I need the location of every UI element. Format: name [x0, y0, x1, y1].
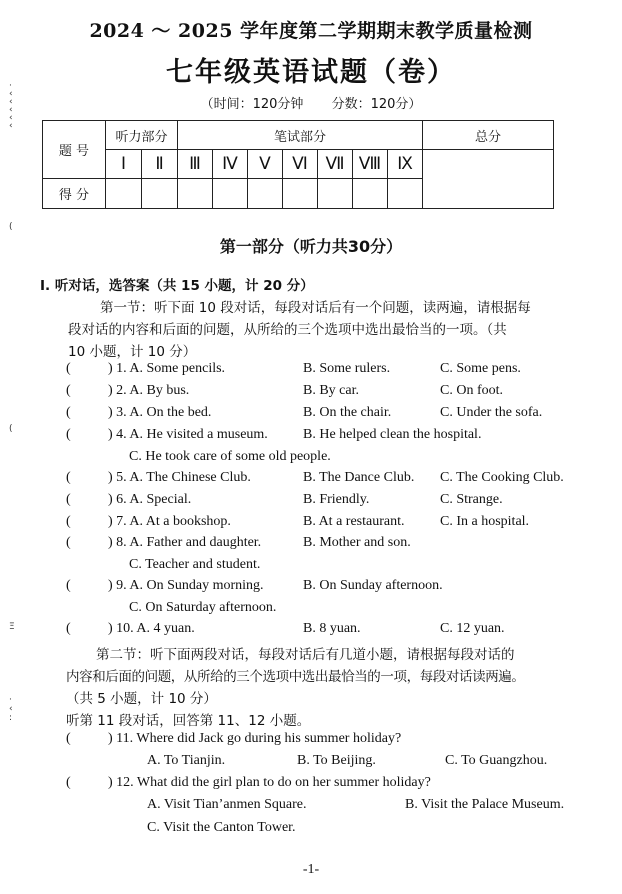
binding-mark: · ‹ ‹ ‹ ‹ ‹ [9, 81, 13, 131]
answer-blank[interactable]: ( [66, 621, 71, 636]
numeral-7: Ⅶ [318, 150, 353, 179]
binding-mark: Ξ [9, 622, 15, 632]
score-cell[interactable] [248, 179, 283, 209]
dialogue-intro: 听第 11 段对话，回答第 11、12 小题。 [66, 713, 311, 729]
numeral-2: Ⅱ [142, 150, 178, 179]
page-number: -1- [302, 862, 320, 877]
question-option-b: B. 8 yuan. [303, 621, 361, 636]
answer-blank[interactable]: ( [66, 470, 71, 485]
question-option-b: B. He helped clean the hospital. [303, 427, 482, 442]
answer-blank[interactable]: ( [66, 383, 71, 398]
score-row-label: 得 分 [43, 179, 106, 209]
score-table [42, 120, 554, 209]
question-option-b: B. At a restaurant. [303, 514, 405, 529]
question-option-c: C. To Guangzhou. [445, 753, 548, 768]
score-cell[interactable] [283, 179, 318, 209]
question-option-c: C. Strange. [440, 492, 503, 507]
numeral-4: Ⅳ [213, 150, 248, 179]
question-stem: ) 12. What did the girl plan to do on her summer holiday? [108, 775, 431, 790]
question-option-b: B. To Beijing. [297, 753, 376, 768]
score-cell[interactable] [142, 179, 178, 209]
writing-section-label: 笔试部分 [178, 121, 423, 150]
answer-blank[interactable]: ( [66, 775, 71, 790]
question-stem: ) 11. Where did Jack go during his summer holiday? [108, 731, 402, 746]
section-title: Ⅰ. 听对话，选答案（共 15 小题，计 20 分） [40, 278, 314, 294]
answer-blank[interactable]: ( [66, 578, 71, 593]
score-cell[interactable] [106, 179, 142, 209]
question-option-a: ) 8. A. Father and daughter. [108, 535, 262, 550]
instruction-text: 第一节：听下面 10 段对话，每段对话后有一个问题，读两遍，请根据每 [100, 300, 531, 316]
question-option-b: B. On Sunday afternoon. [303, 578, 443, 593]
numeral-1: Ⅰ [106, 150, 142, 179]
question-option-a: ) 6. A. Special. [108, 492, 192, 507]
instruction-text: 段对话的内容和后面的问题，从所给的三个选项中选出最恰当的一项。（共 [68, 322, 507, 338]
score-cell[interactable] [178, 179, 213, 209]
question-option-c: C. 12 yuan. [440, 621, 505, 636]
question-option-c: C. In a hospital. [440, 514, 530, 529]
listening-section-label: 听力部分 [106, 121, 178, 150]
instruction-text: 10 小题，计 10 分） [68, 344, 197, 360]
instruction-text: 第二节：听下面两段对话，每段对话后有几道小题，请根据每段对话的 [96, 647, 515, 663]
answer-blank[interactable]: ( [66, 535, 71, 550]
numeral-5: Ⅴ [248, 150, 283, 179]
answer-blank[interactable]: ( [66, 405, 71, 420]
question-option-a: ) 1. A. Some pencils. [108, 361, 226, 376]
part-heading: 第一部分（听力共30分） [219, 237, 403, 256]
instruction-text: （共 5 小题，计 10 分） [66, 691, 217, 707]
question-option-a: A. Visit Tian’anmen Square. [147, 797, 307, 812]
question-option-c: C. Some pens. [440, 361, 521, 376]
exam-score: 分数：120分） [331, 97, 422, 112]
exam-subtitle: 七年级英语试题（卷） [166, 57, 456, 88]
numeral-9: Ⅸ [388, 150, 423, 179]
score-cell[interactable] [388, 179, 423, 209]
numeral-3: Ⅲ [178, 150, 213, 179]
question-option-a: ) 7. A. At a bookshop. [108, 514, 231, 529]
answer-blank[interactable]: ( [66, 492, 71, 507]
exam-info [0, 93, 622, 112]
score-cell[interactable] [213, 179, 248, 209]
binding-mark: ( [9, 424, 13, 434]
question-option-c: C. Visit the Canton Tower. [147, 820, 296, 835]
question-option-b: B. On the chair. [303, 405, 392, 420]
question-option-a: ) 5. A. The Chinese Club. [108, 470, 251, 485]
question-option-a: ) 9. A. On Sunday morning. [108, 578, 264, 593]
question-option-a: ) 3. A. On the bed. [108, 405, 212, 420]
question-option-c: C. The Cooking Club. [440, 470, 564, 485]
instruction-text: 内容和后面的问题，从所给的三个选项中选出最恰当的一项，每段对话读两遍。 [66, 669, 525, 685]
answer-blank[interactable]: ( [66, 514, 71, 529]
question-option-a: ) 2. A. By bus. [108, 383, 190, 398]
numeral-6: Ⅵ [283, 150, 318, 179]
binding-mark: · ‹ : [9, 695, 13, 723]
question-option-c: C. On Saturday afternoon. [129, 600, 277, 615]
exam-title: 2024 ～ 2025 学年度第二学期期末教学质量检测 [89, 20, 533, 42]
question-option-a: A. To Tianjin. [147, 753, 226, 768]
question-option-b: B. Mother and son. [303, 535, 411, 550]
question-option-a: ) 4. A. He visited a museum. [108, 427, 268, 442]
total-score-label: 总分 [423, 121, 554, 150]
answer-blank[interactable]: ( [66, 731, 71, 746]
question-option-b: B. Some rulers. [303, 361, 391, 376]
question-option-b: B. The Dance Club. [303, 470, 415, 485]
question-number-label: 题 号 [43, 121, 106, 179]
exam-time: （时间：120分钟 [200, 97, 304, 112]
question-option-b: B. Friendly. [303, 492, 370, 507]
score-cell[interactable] [353, 179, 388, 209]
question-option-b: B. Visit the Palace Museum. [405, 797, 565, 812]
question-option-c: C. Under the sofa. [440, 405, 543, 420]
question-option-c: C. Teacher and student. [129, 557, 261, 572]
question-option-b: B. By car. [303, 383, 359, 398]
score-cell[interactable] [318, 179, 353, 209]
total-score-cell[interactable] [423, 150, 554, 209]
answer-blank[interactable]: ( [66, 427, 71, 442]
binding-mark: ( [9, 222, 13, 232]
question-option-c: C. He took care of some old people. [129, 449, 331, 464]
answer-blank[interactable]: ( [66, 361, 71, 376]
question-option-c: C. On foot. [440, 383, 503, 398]
numeral-8: Ⅷ [353, 150, 388, 179]
question-option-a: ) 10. A. 4 yuan. [108, 621, 195, 636]
